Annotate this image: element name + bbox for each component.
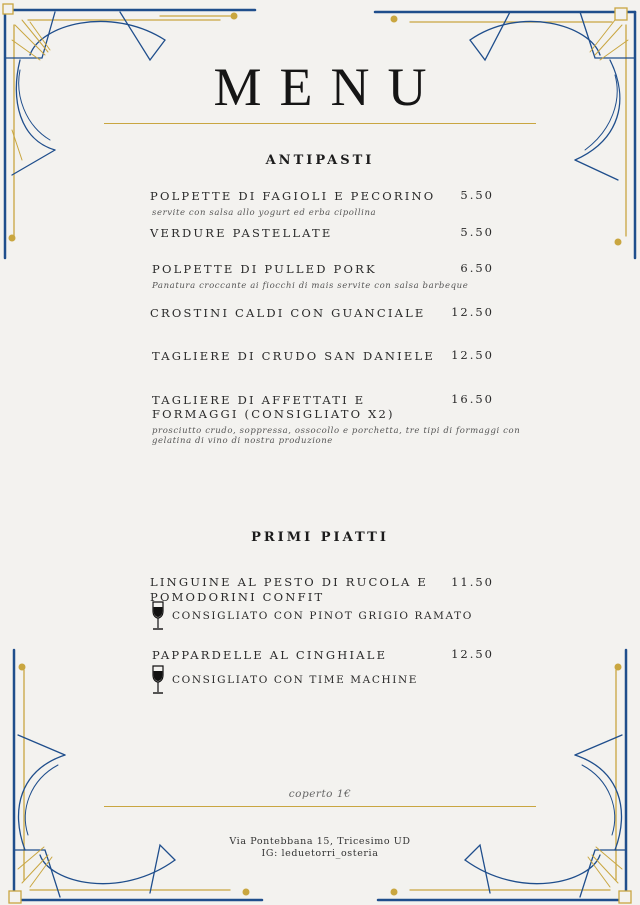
wine-pairing-label: CONSIGLIATO CON TIME MACHINE [172,674,419,686]
menu-item-description: gelatina di vino di nostra produzione [152,436,333,446]
menu-item-price: 12.50 [451,647,494,661]
menu-item-name: POLPETTE DI FAGIOLI E PECORINO [150,189,436,203]
footer-address: Via Pontebbana 15, Tricesimo UD [229,836,411,847]
footer-instagram: IG: leduetorri_osteria [261,848,379,859]
menu-item-name: PAPPARDELLE AL CINGHIALE [152,648,388,662]
menu-item-description: prosciutto crudo, soppressa, ossocollo e porchetta, tre tipi di formaggi con [152,426,521,436]
wine-pairing-label: CONSIGLIATO CON PINOT GRIGIO RAMATO [172,610,473,622]
menu-item-name: POLPETTE DI PULLED PORK [152,262,377,276]
coperto-note: coperto 1€ [288,788,352,800]
wine-pairing [150,665,418,695]
footer-divider [104,806,536,807]
menu-item-name: CROSTINI CALDI CON GUANCIALE [150,306,426,320]
menu-item-name: POMODORINI CONFIT [150,590,325,604]
menu-item-name: TAGLIERE DI CRUDO SAN DANIELE [152,349,435,363]
menu-item-price: 5.50 [460,188,494,202]
menu-item-price: 12.50 [451,305,494,319]
menu-item-name: VERDURE PASTELLATE [150,226,333,240]
menu-item-name: FORMAGGI (CONSIGLIATO X2) [152,407,395,421]
title-divider [104,123,536,124]
wine-glass-icon [150,665,166,695]
menu-title: MENU [213,57,445,117]
menu-item-description: Panatura croccante ai fiocchi di mais servite con salsa barbeque [152,281,469,291]
menu-item-price: 6.50 [460,261,494,275]
menu-item-price: 12.50 [451,348,494,362]
menu-item-price: 11.50 [451,575,494,589]
section-heading-primi-piatti: PRIMI PIATTI [251,530,389,545]
menu-item-description: servite con salsa allo yogurt ed erba cipollina [152,208,377,218]
corner-ornament-top-left [3,4,255,258]
wine-pairing [150,601,473,631]
section-heading-antipasti: ANTIPASTI [265,153,375,168]
menu-item-name: TAGLIERE DI AFFETTATI E [152,393,366,407]
menu-item-price: 5.50 [460,225,494,239]
menu-item-name: LINGUINE AL PESTO DI RUCOLA E [150,575,428,589]
wine-glass-icon [150,601,166,631]
corner-ornament-top-right [375,8,635,258]
menu-item-price: 16.50 [451,392,494,406]
